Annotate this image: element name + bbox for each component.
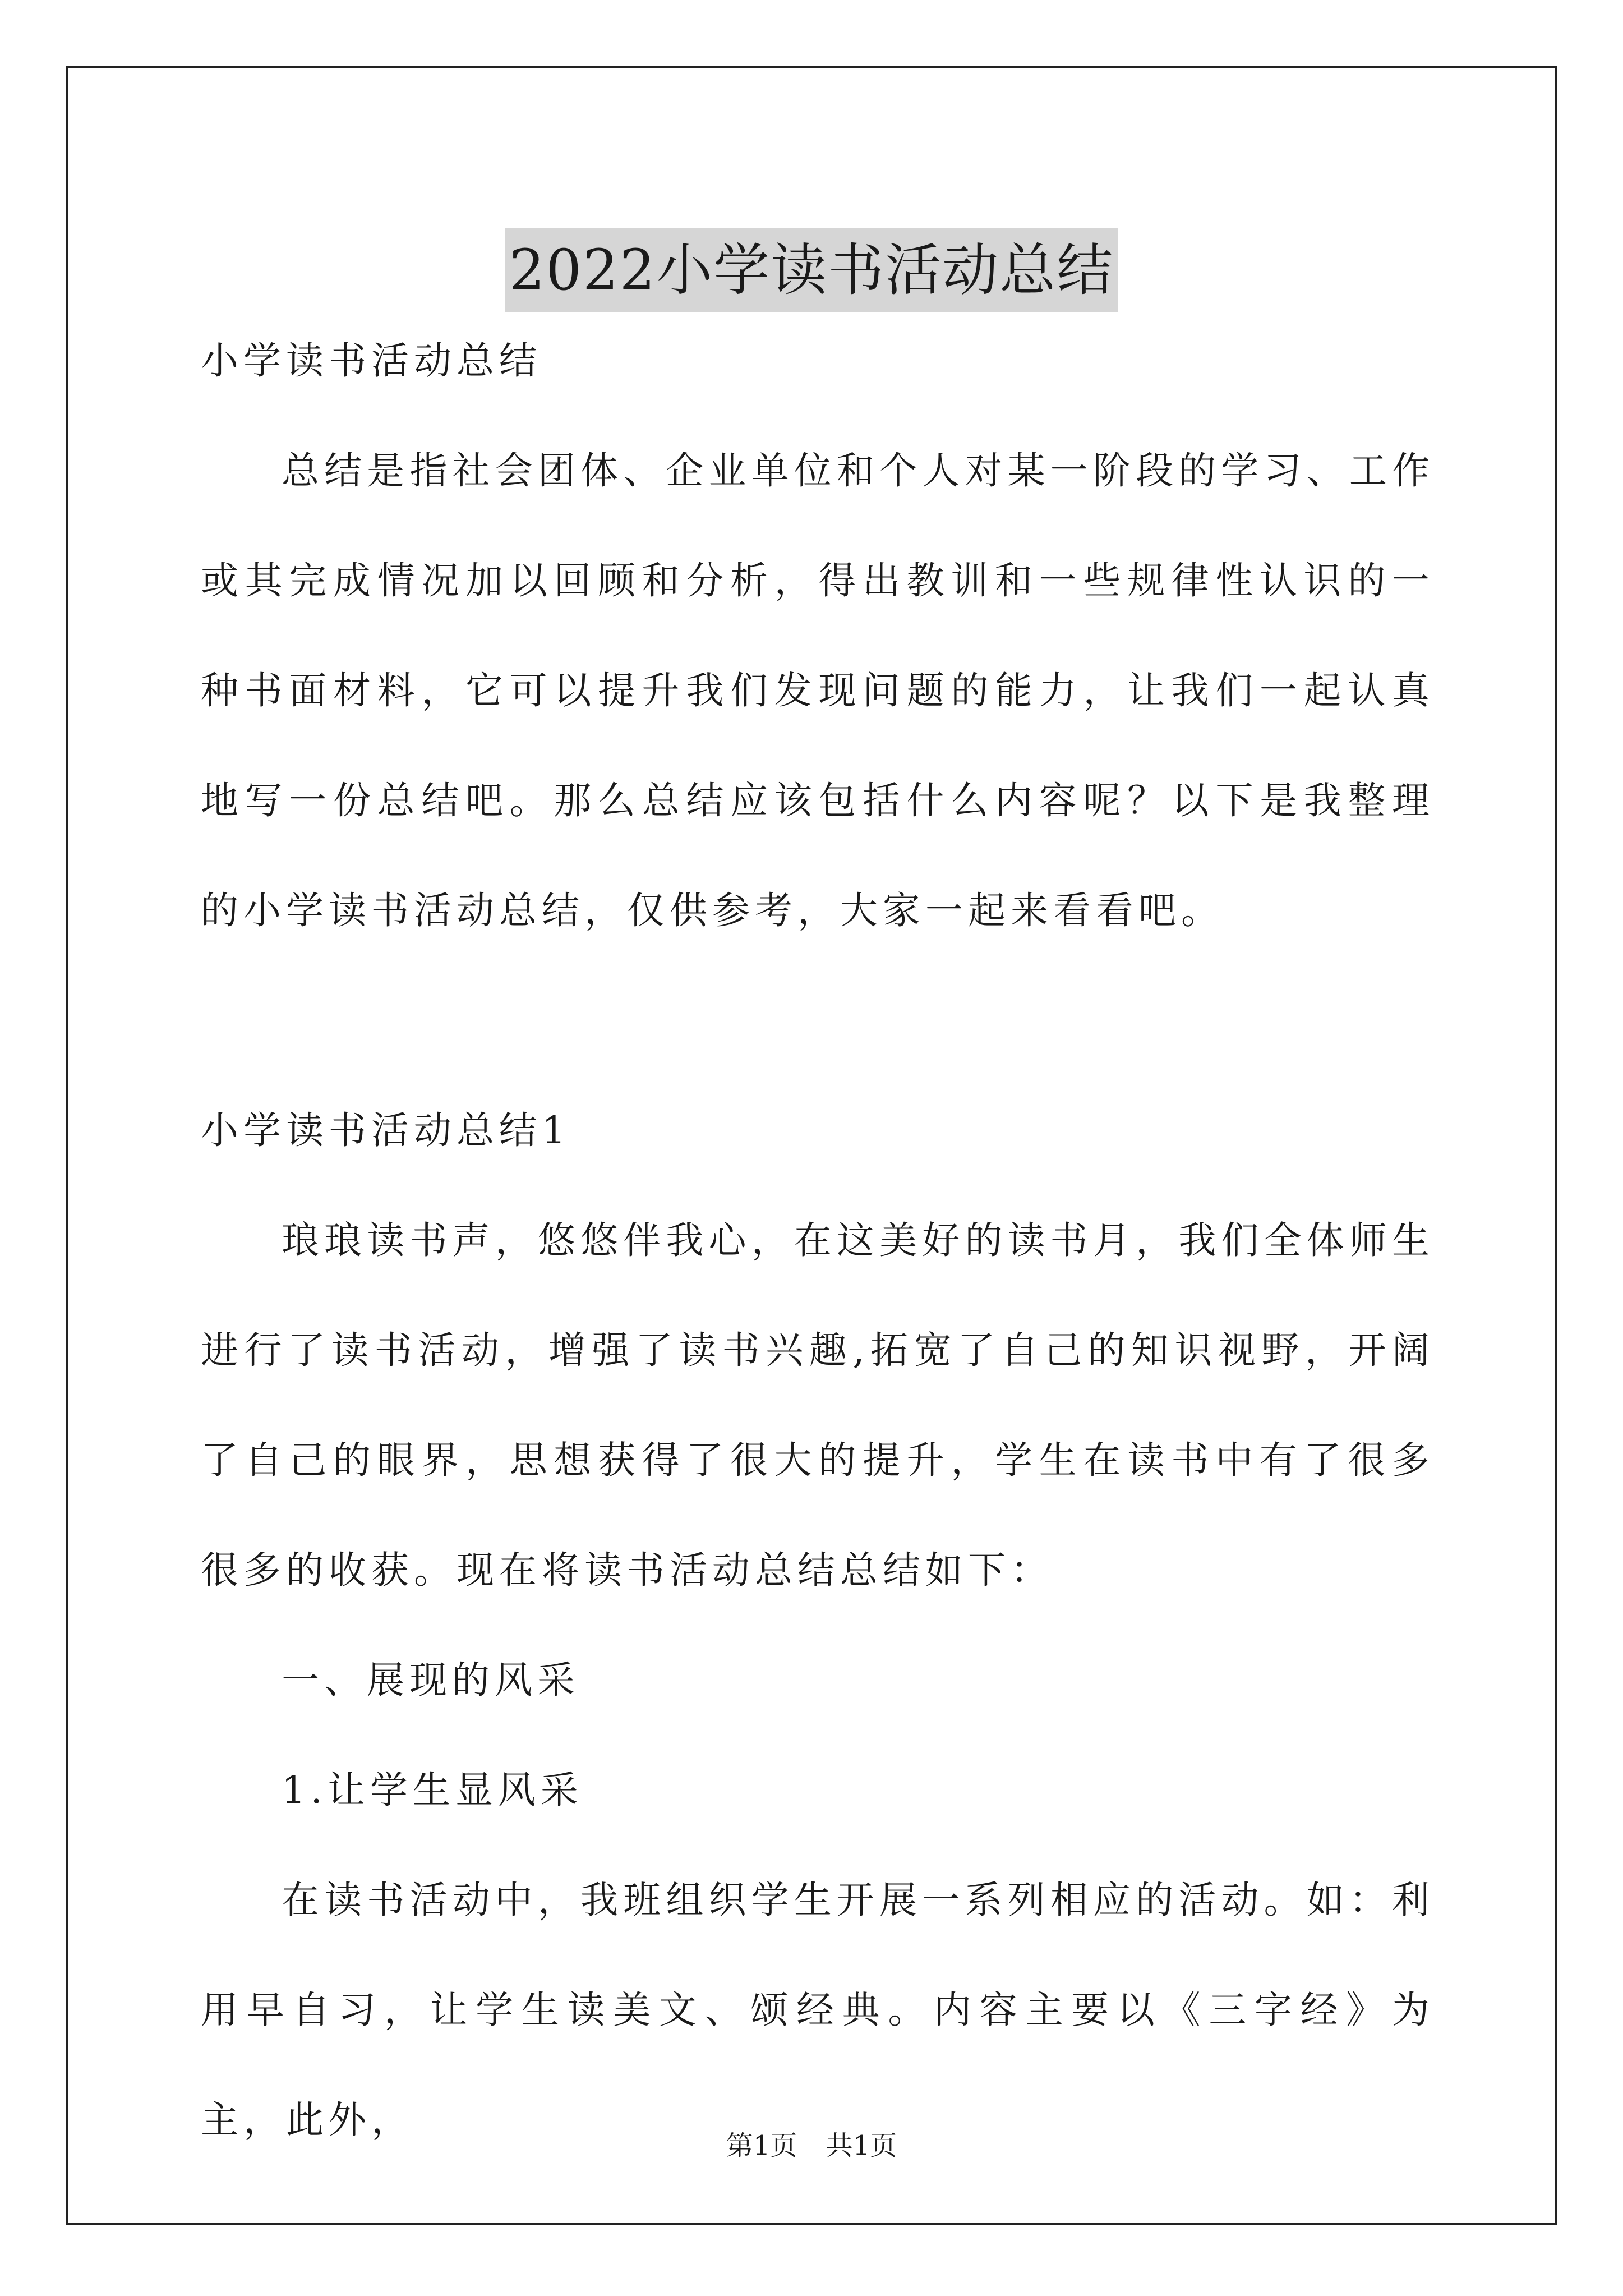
section-heading: 小学读书活动总结1 [201,1108,571,1152]
page-total: 共1页 [826,2130,897,2161]
part-heading: 一、展现的风采 [282,1658,580,1702]
item-heading: 1.让学生显风采 [282,1768,583,1812]
page-number: 第1页 [726,2130,797,2161]
section-paragraph: 琅琅读书声，悠悠伴我心，在这美好的读书月，我们全体师生进行了读书活动，增强了读书兴趣,拓宽了自己的知识视野，开阔了自己的眼界，思想获得了很大的提升，学生在读书中有了很多很多的收获。现在将读书活动总结总结如下： [201,1218,1435,1592]
document-title: 2022小学读书活动总结 [505,228,1119,312]
page-footer [0,2129,1623,2162]
intro-paragraph: 总结是指社会团体、企业单位和个人对某一阶段的学习、工作或其完成情况加以回顾和分析，得出教训和一些规律性认识的一种书面材料，它可以提升我们发现问题的能力，让我们一起认真地写一份总结吧。那么总结应该包括什么内容呢？以下是我整理的小学读书活动总结，仅供参考，大家一起来看看吧。 [201,449,1435,932]
subtitle: 小学读书活动总结 [201,339,542,383]
document-body [201,306,1435,2175]
item-paragraph: 在读书活动中，我班组织学生开展一系列相应的活动。如：利用早自习，让学生读美文、颂经典。内容主要以《三字经》为主，此外， [201,1878,1435,2142]
paragraph-spacer [201,965,1435,1075]
